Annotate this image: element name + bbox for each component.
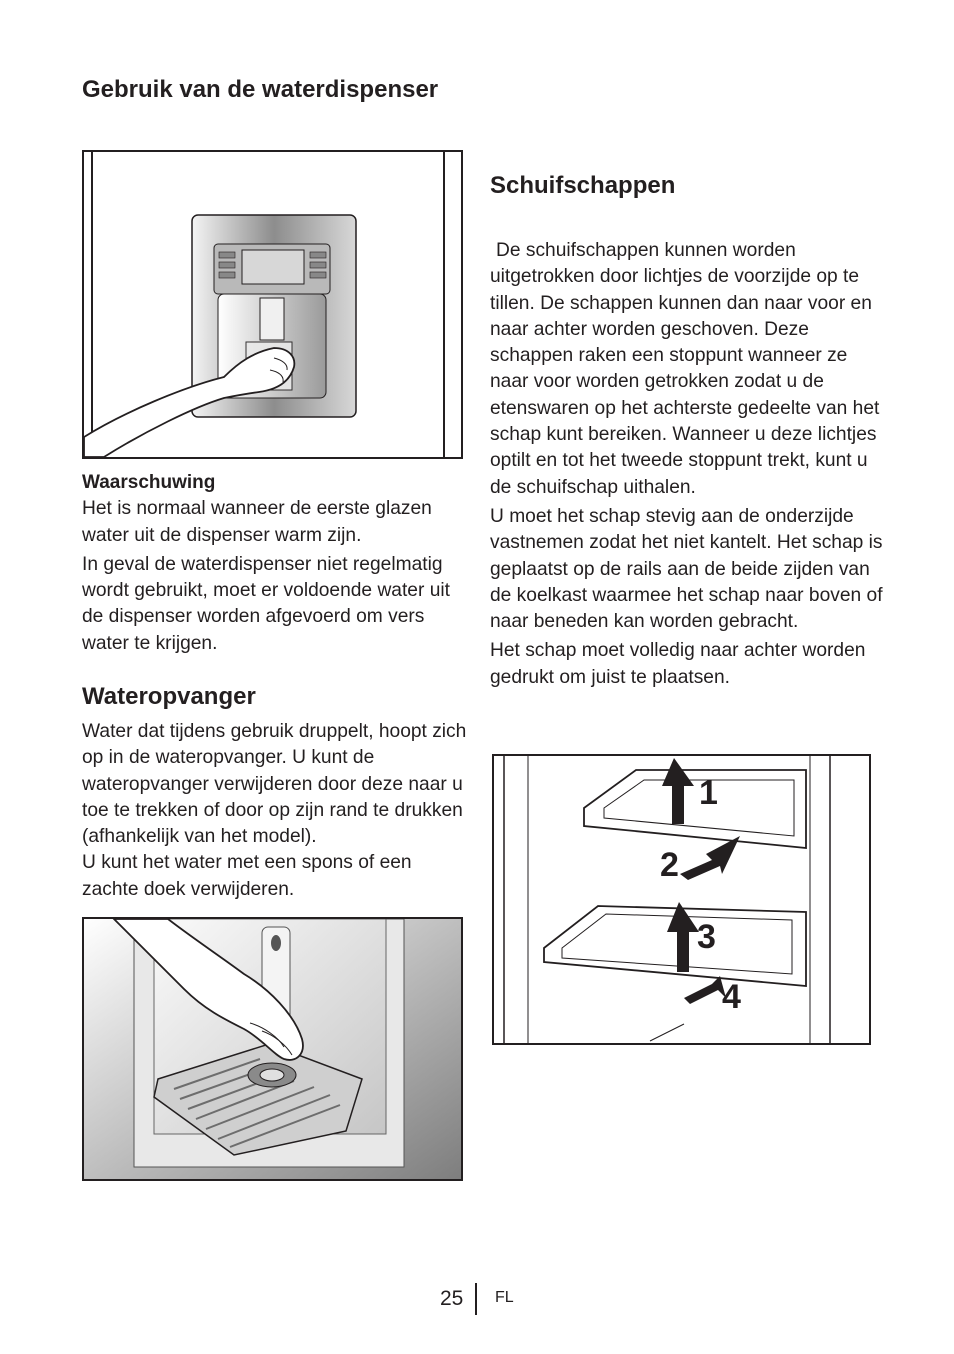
step-4-label: 4 — [722, 978, 741, 1016]
warning-text-2: In geval de waterdispenser niet regelmatig wordt gebruikt, moet er voldoende water uit de dispenser worden afgevoerd om vers water te krijgen. — [82, 553, 450, 654]
footer-divider — [475, 1283, 477, 1315]
shelves-heading: Schuifschappen — [490, 172, 676, 199]
drip-tray-text-2: U kunt het water met een spons of een zachte doek verwijderen. — [82, 852, 412, 900]
shelves-text-2: U moet het schap stevig aan de onderzijde vastnemen zodat het niet kantelt. Het schap is geplaatst op de rails aan de beide zijden van de koelkast waarmee het schap naar boven of naar beneden kan worden gebracht. — [490, 505, 883, 633]
drip-tray-text-1: Water dat tijdens gebruik druppelt, hoopt zich op in de wateropvanger. U kunt de wateropvanger verwijderen door deze naar u toe te trekken of door op zijn rand te drukken (afhankelijk van het model). — [82, 721, 467, 848]
drip-tray-heading: Wateropvanger — [82, 683, 256, 710]
shelves-text-3: Het schap moet volledig naar achter worden gedrukt om juist te plaatsen. — [490, 640, 866, 688]
drip-tray-illustration — [82, 917, 463, 1181]
shelves-text-1: De schuifschappen kunnen worden uitgetrokken door lichtjes de voorzijde op te tillen. De schappen kunnen dan naar voor en naar achter worden geschoven. Deze schappen raken een stoppunt wanneer ze naar voor worden getrokken zodat u de etenswaren op het achterste gedeelte van het schap kunt bereiken. Wanneer u deze lichtjes optilt en tot het tweede stoppunt trekt, kunt u de schuifschap uithalen. — [490, 240, 880, 498]
language-code: FL — [495, 1289, 514, 1306]
dispenser-illustration — [82, 150, 463, 459]
step-1-label: 1 — [699, 774, 718, 812]
page-number: 25 — [440, 1287, 464, 1310]
shelf-illustration — [492, 754, 871, 1045]
step-3-label: 3 — [697, 918, 716, 956]
warning-heading: Waarschuwing — [82, 472, 216, 493]
section-title: Gebruik van de waterdispenser — [82, 76, 439, 103]
step-2-label: 2 — [660, 846, 679, 884]
warning-text-1: Het is normaal wanneer de eerste glazen water uit de dispenser warm zijn. — [82, 498, 432, 546]
